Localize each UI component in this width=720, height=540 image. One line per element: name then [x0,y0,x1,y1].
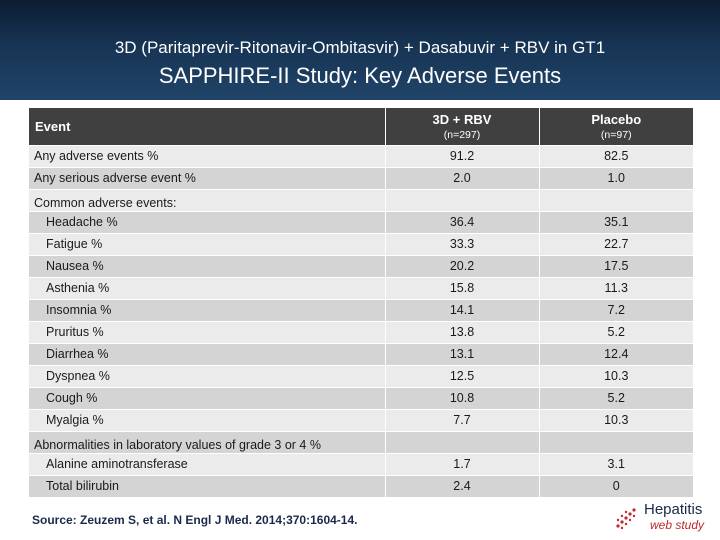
column-header-event: Event [29,108,385,146]
value-3d-rbv: 2.0 [385,168,539,190]
value-placebo: 22.7 [539,234,693,256]
hepatitis-web-study-logo [612,500,712,536]
table-row [29,212,693,234]
row-label: Any adverse events % [29,146,385,168]
value-placebo: 5.2 [539,322,693,344]
table-row [29,168,693,190]
arm-sample-size: (n=97) [600,128,632,141]
value-placebo: 5.2 [539,388,693,410]
arm-sample-size: (n=297) [443,128,481,141]
value-placebo: 10.3 [539,410,693,432]
slide-title-line1: 3D (Paritaprevir-Ritonavir-Ombitasvir) + Dasabuvir + RBV in GT1 [114,38,606,57]
value-3d-rbv: 14.1 [385,300,539,322]
value-3d-rbv: 1.7 [385,454,539,476]
section-label: Abnormalities in laboratory values of grade 3 or 4 % [29,432,385,454]
table-row [29,476,693,498]
table-row [29,344,693,366]
adverse-events-table [29,108,693,497]
source-citation: Source: Zeuzem S, et al. N Engl J Med. 2014;370:1604-14. [32,513,358,527]
value-3d-rbv: 36.4 [385,212,539,234]
value-placebo: 17.5 [539,256,693,278]
value-3d-rbv: 91.2 [385,146,539,168]
row-label: Nausea % [29,256,385,278]
table-row [29,410,693,432]
table-row [29,388,693,410]
table-row [29,256,693,278]
value-placebo: 10.3 [539,366,693,388]
value-3d-rbv: 12.5 [385,366,539,388]
slide-header [0,0,720,100]
logo-tagline: web study [650,518,705,532]
row-label: Cough % [29,388,385,410]
row-label: Pruritus % [29,322,385,344]
table-row [29,300,693,322]
column-header-3d-rbv [385,108,539,146]
table-row [29,366,693,388]
row-label: Alanine aminotransferase [29,454,385,476]
table-section-row [29,190,693,212]
value-placebo: 1.0 [539,168,693,190]
row-label: Dyspnea % [29,366,385,388]
table-row [29,234,693,256]
hepatitis-web-study-logo-icon [612,504,640,532]
row-label: Myalgia % [29,410,385,432]
arm-name: Placebo [591,111,642,127]
row-label: Insomnia % [29,300,385,322]
table-row [29,322,693,344]
row-label: Any serious adverse event % [29,168,385,190]
value-3d-rbv: 13.1 [385,344,539,366]
value-placebo: 12.4 [539,344,693,366]
section-label: Common adverse events: [29,190,385,212]
row-label: Diarrhea % [29,344,385,366]
value-3d-rbv [385,432,539,454]
table-section-row [29,432,693,454]
column-header-placebo [539,108,693,146]
value-3d-rbv: 2.4 [385,476,539,498]
value-placebo: 7.2 [539,300,693,322]
value-placebo: 11.3 [539,278,693,300]
value-3d-rbv: 13.8 [385,322,539,344]
value-placebo [539,190,693,212]
table-row [29,454,693,476]
value-3d-rbv [385,190,539,212]
table-row [29,146,693,168]
row-label: Fatigue % [29,234,385,256]
row-label: Total bilirubin [29,476,385,498]
table-row [29,278,693,300]
arm-name: 3D + RBV [432,111,492,127]
value-placebo: 0 [539,476,693,498]
value-3d-rbv: 33.3 [385,234,539,256]
value-placebo: 82.5 [539,146,693,168]
value-3d-rbv: 20.2 [385,256,539,278]
value-placebo: 3.1 [539,454,693,476]
value-3d-rbv: 10.8 [385,388,539,410]
row-label: Headache % [29,212,385,234]
row-label: Asthenia % [29,278,385,300]
logo-wordmark: Hepatitis [644,501,703,518]
table-header-row [29,108,693,146]
value-3d-rbv: 15.8 [385,278,539,300]
value-3d-rbv: 7.7 [385,410,539,432]
value-placebo: 35.1 [539,212,693,234]
slide-title-line2: SAPPHIRE-II Study: Key Adverse Events [158,63,562,88]
value-placebo [539,432,693,454]
